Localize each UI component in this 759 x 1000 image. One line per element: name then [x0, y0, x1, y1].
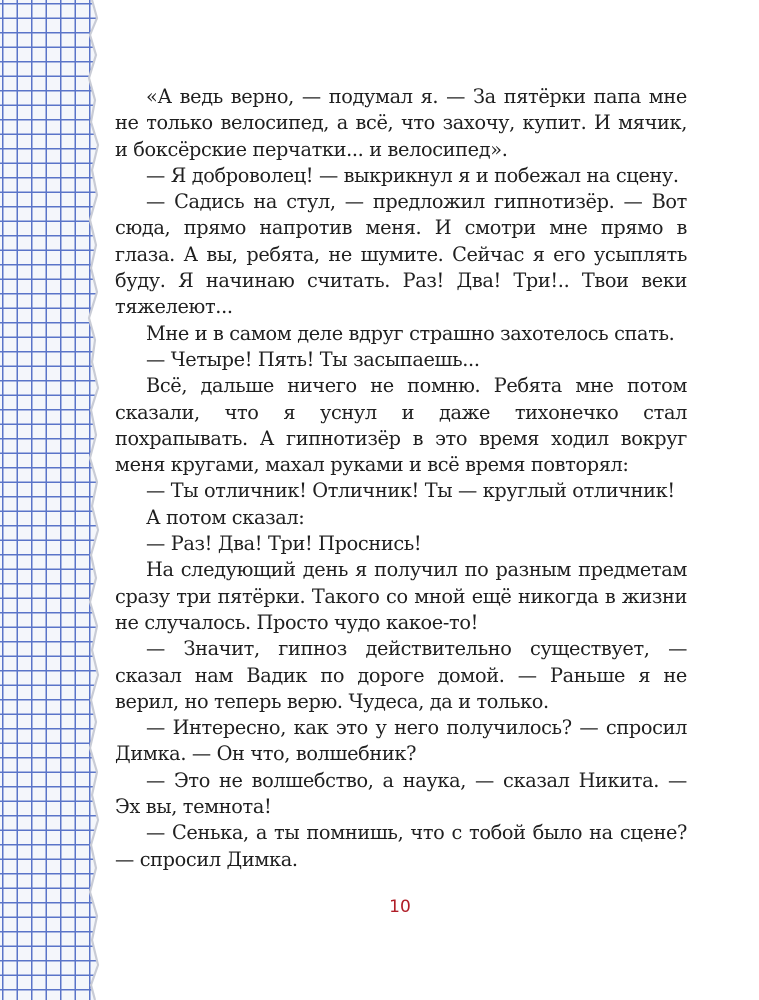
paragraph: — Это не волшебство, а наука, — сказал Никита. — Эх вы, темнота!: [115, 768, 687, 819]
paragraph: — Сенька, а ты помнишь, что с тобой было на сцене? — спросил Димка.: [115, 821, 687, 871]
paragraph: На следующий день я получил по разным предметам сразу три пятёрки. Такого со мной ещё никогда в жизни не случалось. Просто чудо какое-то!: [115, 558, 687, 634]
story-text: [115, 84, 687, 873]
paragraph: — Четыре! Пять! Ты засыпаешь...: [146, 347, 480, 371]
page-number: 10: [389, 897, 411, 917]
paragraph: А потом сказал:: [146, 505, 305, 529]
paragraph: — Ты отличник! Отличник! Ты — круглый отличник!: [146, 479, 675, 503]
paragraph: — Интересно, как это у него получилось? — спросил Димка. — Он что, волшебник?: [115, 716, 687, 766]
paragraph: — Садись на стул, — предложил гипнотизёр. — Вот сюда, прямо напротив меня. И смотри мне прямо в глаза. А вы, ребята, не шумите. Сейчас я его усыплять буду. Я начинаю считать. Раз! Два! Три!.. Твои веки тяжелеют...: [115, 190, 687, 319]
paragraph: Всё, дальше ничего не помню. Ребята мне потом сказали, что я уснул и даже тихонечко стал похрапывать. А гипнотизёр в это время ходил вокруг меня кругами, махал руками и всё время повторял:: [115, 374, 687, 477]
paragraph: «А ведь верно, — подумал я. — За пятёрки папа мне не только велосипед, а всё, что захочу, купит. И мячик, и боксёрские перчатки... и велосипед».: [115, 85, 687, 161]
paragraph: — Я доброволец! — выкрикнул я и побежал на сцену.: [146, 163, 679, 187]
paragraph: — Раз! Два! Три! Проснись!: [146, 532, 422, 556]
paragraph: — Значит, гипноз действительно существует, — сказал нам Вадик по дороге домой. — Раньше я не верил, но теперь верю. Чудеса, да и только.: [115, 637, 687, 713]
paragraph: Мне и в самом деле вдруг страшно захотелось спать.: [146, 321, 675, 345]
